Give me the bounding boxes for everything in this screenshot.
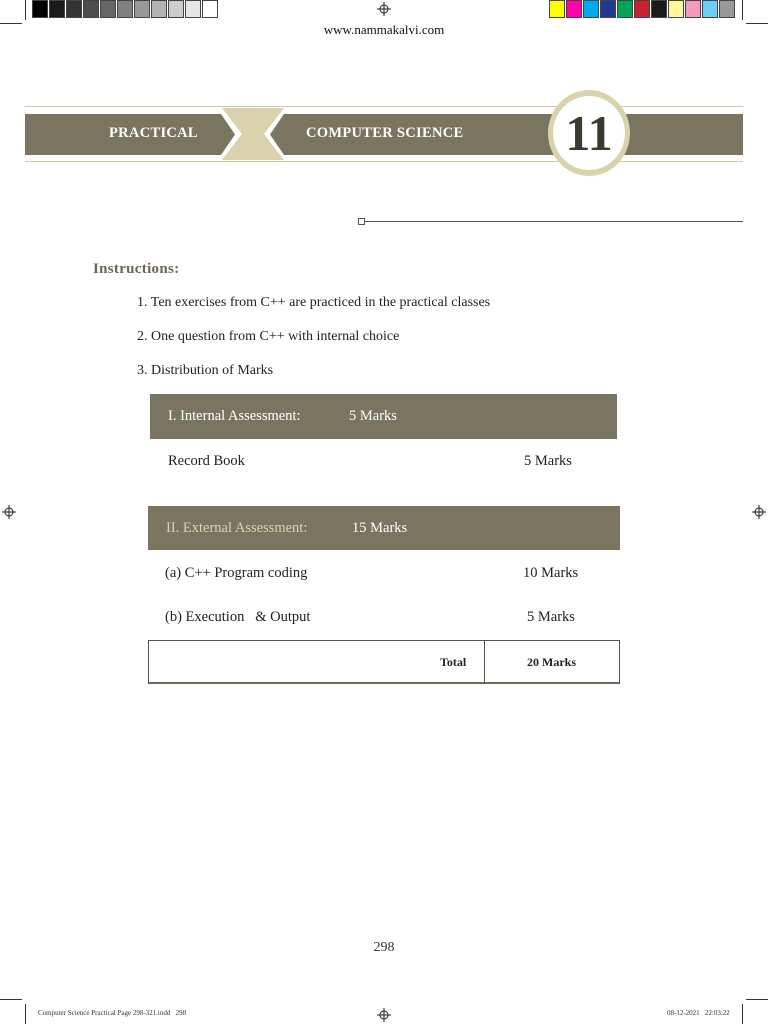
chapter-number: 11 <box>565 105 613 161</box>
page-number: 298 <box>373 940 395 955</box>
footer-file-name: Computer Science Practical Page 298-321.indd 298 <box>38 1009 187 1017</box>
header-line-top <box>25 106 743 107</box>
color-swatch <box>719 0 735 18</box>
color-swatch <box>685 0 701 18</box>
color-swatch <box>117 0 133 18</box>
program-coding-marks: 10 Marks <box>523 565 579 581</box>
color-swatch <box>583 0 599 18</box>
site-url: www.nammakalvi.com <box>323 22 445 37</box>
internal-assessment-header <box>150 394 617 439</box>
internal-assessment-title: I. Internal Assessment: <box>168 408 301 424</box>
color-swatch <box>151 0 167 18</box>
color-swatch <box>202 0 218 18</box>
color-swatch <box>134 0 150 18</box>
internal-assessment-marks: 5 Marks <box>349 408 397 424</box>
crop-mark <box>746 999 768 1000</box>
instruction-item: 1. Ten exercises from C++ are practiced in the practical classes <box>137 295 491 310</box>
crop-mark <box>742 0 743 20</box>
section-rule <box>365 221 743 222</box>
color-swatch <box>617 0 633 18</box>
record-book-marks: 5 Marks <box>524 453 572 469</box>
footer-timestamp: 08-12-2021 22:03:22 <box>667 1009 730 1017</box>
color-swatch <box>185 0 201 18</box>
execution-output-marks: 5 Marks <box>527 609 575 625</box>
header-right-label: COMPUTER SCIENCE <box>306 125 464 141</box>
color-swatch <box>66 0 82 18</box>
registration-mark-icon <box>377 2 391 16</box>
registration-mark-icon <box>752 505 766 519</box>
header-left-label: PRACTICAL <box>109 125 198 141</box>
color-swatch <box>634 0 650 18</box>
external-assessment-marks: 15 Marks <box>352 520 408 536</box>
external-assessment-header <box>148 506 620 550</box>
color-swatch <box>668 0 684 18</box>
color-swatch <box>651 0 667 18</box>
program-coding-label: (a) C++ Program coding <box>165 565 308 581</box>
color-swatch <box>549 0 565 18</box>
instruction-item: 2. One question from C++ with internal choice <box>137 329 400 344</box>
color-swatch <box>702 0 718 18</box>
crop-mark <box>742 1004 743 1024</box>
color-swatch <box>100 0 116 18</box>
header-line-bottom <box>25 161 743 162</box>
total-divider <box>484 640 485 684</box>
total-label: Total <box>440 655 467 669</box>
crop-mark <box>0 999 22 1000</box>
registration-mark-icon <box>377 1008 391 1022</box>
color-swatch <box>600 0 616 18</box>
registration-mark-icon <box>2 505 16 519</box>
color-swatch <box>49 0 65 18</box>
instructions-heading: Instructions: <box>93 261 180 277</box>
crop-mark <box>25 0 26 20</box>
instruction-item: 3. Distribution of Marks <box>137 363 274 378</box>
execution-output-label: (b) Execution & Output <box>165 609 311 625</box>
color-swatch <box>566 0 582 18</box>
total-marks: 20 Marks <box>527 655 576 669</box>
crop-mark <box>25 1004 26 1024</box>
color-swatch <box>32 0 48 18</box>
record-book-label: Record Book <box>168 453 245 469</box>
external-assessment-title: II. External Assessment: <box>166 520 308 536</box>
color-swatch <box>83 0 99 18</box>
rule-marker <box>358 218 365 225</box>
color-swatch <box>168 0 184 18</box>
